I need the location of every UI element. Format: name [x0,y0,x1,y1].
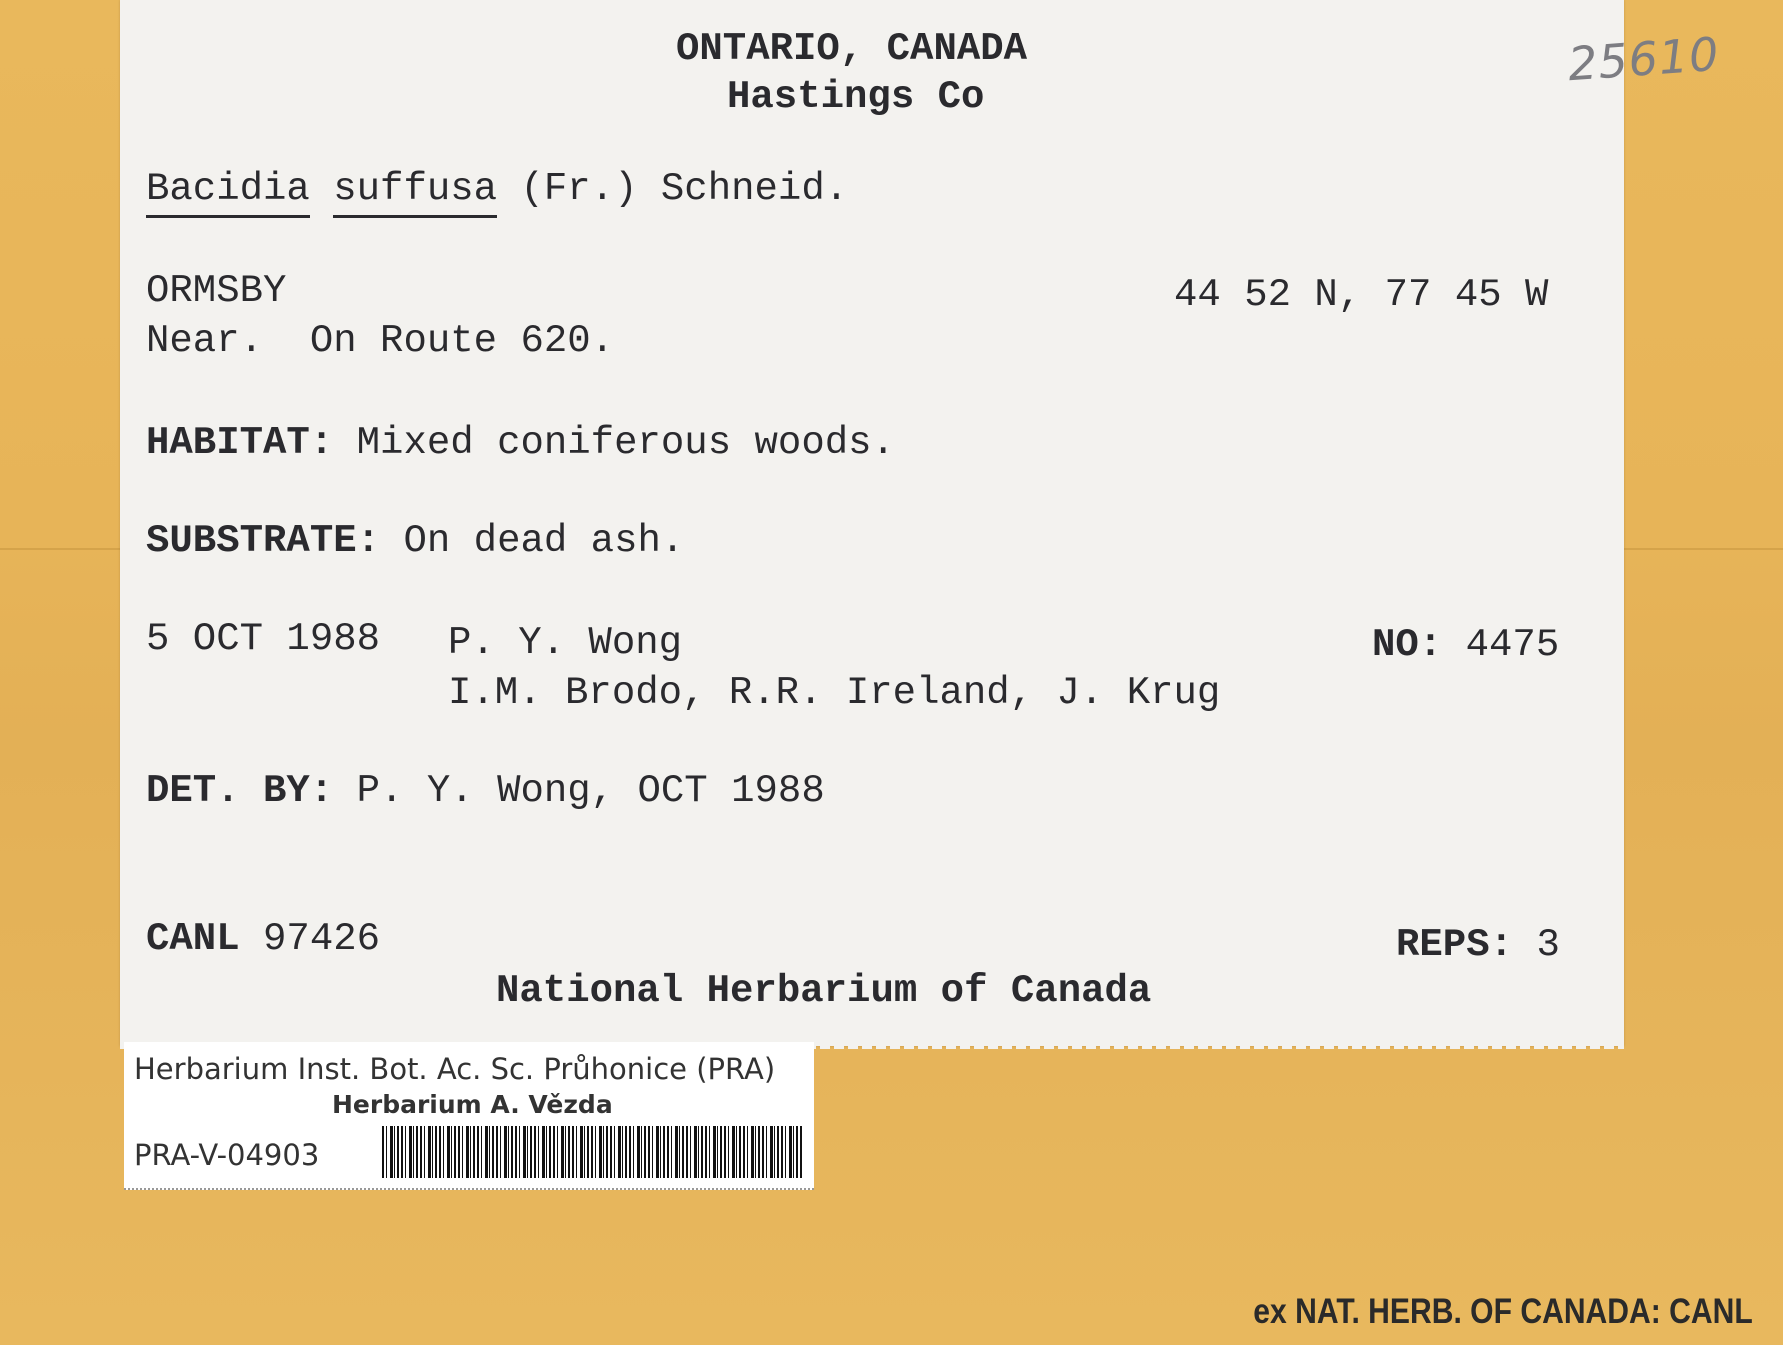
collector: P. Y. Wong [448,621,683,665]
habitat-label: HABITAT: [146,421,334,465]
substrate-label: SUBSTRATE: [146,519,381,563]
county-heading: Hastings Co [727,75,985,119]
herbarium-sticker [124,1042,814,1190]
determination-label: DET. BY: [146,769,334,813]
accession-value: 97426 [263,917,381,961]
reps-row [1396,923,1560,967]
collection-date: 5 OCT 1988 [146,617,381,661]
taxon-name [146,167,849,218]
locality-place: ORMSBY [146,269,287,313]
reps-label: REPS: [1396,923,1514,967]
sticker-specimen-id: PRA-V-04903 [134,1138,320,1172]
accession-row [146,917,381,961]
sticker-collection: Herbarium A. Vězda [332,1090,613,1119]
locality-description: Near. On Route 620. [146,319,615,363]
reps-value: 3 [1536,923,1560,967]
institution-name: National Herbarium of Canada [496,969,1152,1013]
specimen-label [120,0,1722,1046]
co-collectors: I.M. Brodo, R.R. Ireland, J. Krug [448,671,1221,715]
coordinates: 44 52 N, 77 45 W [1174,273,1549,317]
determination-row [146,769,825,813]
barcode [382,1126,802,1178]
collection-number [1372,623,1560,667]
taxon-authority: (Fr.) Schneid. [520,167,849,211]
number-label: NO: [1372,623,1443,667]
handwritten-number: 25610 [1566,26,1722,92]
accession-label: CANL [146,917,240,961]
region-heading: ONTARIO, CANADA [676,27,1028,71]
provenance-stamp: ex NAT. HERB. OF CANADA: CANL [1253,1292,1753,1331]
habitat-row [146,421,895,465]
genus-name: Bacidia [146,170,310,218]
number-value: 4475 [1465,623,1560,667]
substrate-row [146,519,685,563]
sticker-herbarium: Herbarium Inst. Bot. Ac. Sc. Průhonice (PRA) [134,1052,776,1086]
species-name: suffusa [333,170,497,218]
determination-value: P. Y. Wong, OCT 1988 [356,769,825,813]
substrate-value: On dead ash. [403,519,685,563]
habitat-value: Mixed coniferous woods. [356,421,895,465]
